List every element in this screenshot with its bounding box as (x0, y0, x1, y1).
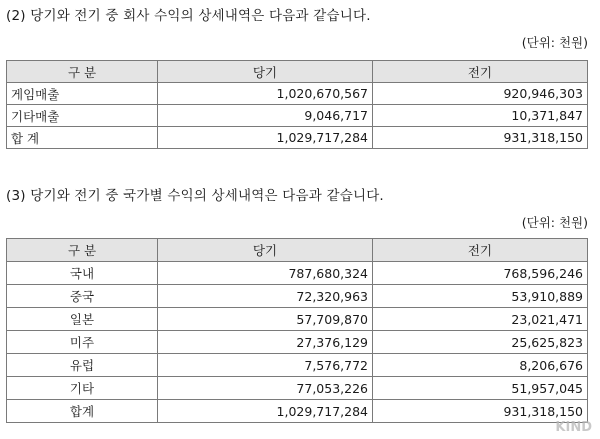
current-value: 1,029,717,284 (158, 127, 373, 149)
header-category: 구 분 (7, 239, 158, 262)
row-label: 게임매출 (7, 83, 158, 105)
row-label: 기타매출 (7, 105, 158, 127)
previous-value: 53,910,889 (373, 285, 588, 308)
current-value: 1,029,717,284 (158, 400, 373, 423)
current-value: 27,376,129 (158, 331, 373, 354)
row-label: 기타 (7, 377, 158, 400)
current-value: 1,020,670,567 (158, 83, 373, 105)
previous-value: 25,625,823 (373, 331, 588, 354)
current-value: 72,320,963 (158, 285, 373, 308)
previous-value: 768,596,246 (373, 262, 588, 285)
section3-heading: (3) 당기와 전기 중 국가별 수익의 상세내역은 다음과 같습니다. (6, 188, 384, 204)
header-current-period: 당기 (158, 61, 373, 83)
previous-value: 931,318,150 (373, 127, 588, 149)
revenue-by-country-table (6, 238, 588, 423)
row-label: 합계 (7, 400, 158, 423)
table-header-row (7, 239, 588, 262)
header-previous-period: 전기 (373, 61, 588, 83)
section3-unit-label: (단위: 천원) (521, 215, 588, 230)
header-category: 구 분 (7, 61, 158, 83)
table-row (7, 354, 588, 377)
row-label: 유럽 (7, 354, 158, 377)
previous-value: 23,021,471 (373, 308, 588, 331)
table-row (7, 83, 588, 105)
previous-value: 931,318,150 (373, 400, 588, 423)
current-value: 787,680,324 (158, 262, 373, 285)
previous-value: 920,946,303 (373, 83, 588, 105)
header-previous-period: 전기 (373, 239, 588, 262)
section2-heading: (2) 당기와 전기 중 회사 수익의 상세내역은 다음과 같습니다. (6, 8, 371, 24)
previous-value: 51,957,045 (373, 377, 588, 400)
total-row (7, 127, 588, 149)
table-row (7, 377, 588, 400)
row-label: 일본 (7, 308, 158, 331)
previous-value: 8,206,676 (373, 354, 588, 377)
previous-value: 10,371,847 (373, 105, 588, 127)
current-value: 77,053,226 (158, 377, 373, 400)
table-row (7, 262, 588, 285)
current-value: 9,046,717 (158, 105, 373, 127)
current-value: 7,576,772 (158, 354, 373, 377)
table-row (7, 308, 588, 331)
row-label: 미주 (7, 331, 158, 354)
table-row (7, 105, 588, 127)
table-header-row (7, 61, 588, 83)
row-label: 국내 (7, 262, 158, 285)
row-label: 합 계 (7, 127, 158, 149)
row-label: 중국 (7, 285, 158, 308)
total-row (7, 400, 588, 423)
current-value: 57,709,870 (158, 308, 373, 331)
watermark-logo: KIND (555, 420, 592, 435)
table-row (7, 285, 588, 308)
revenue-detail-table (6, 60, 588, 149)
header-current-period: 당기 (158, 239, 373, 262)
section2-unit-label: (단위: 천원) (521, 35, 588, 50)
table-row (7, 331, 588, 354)
